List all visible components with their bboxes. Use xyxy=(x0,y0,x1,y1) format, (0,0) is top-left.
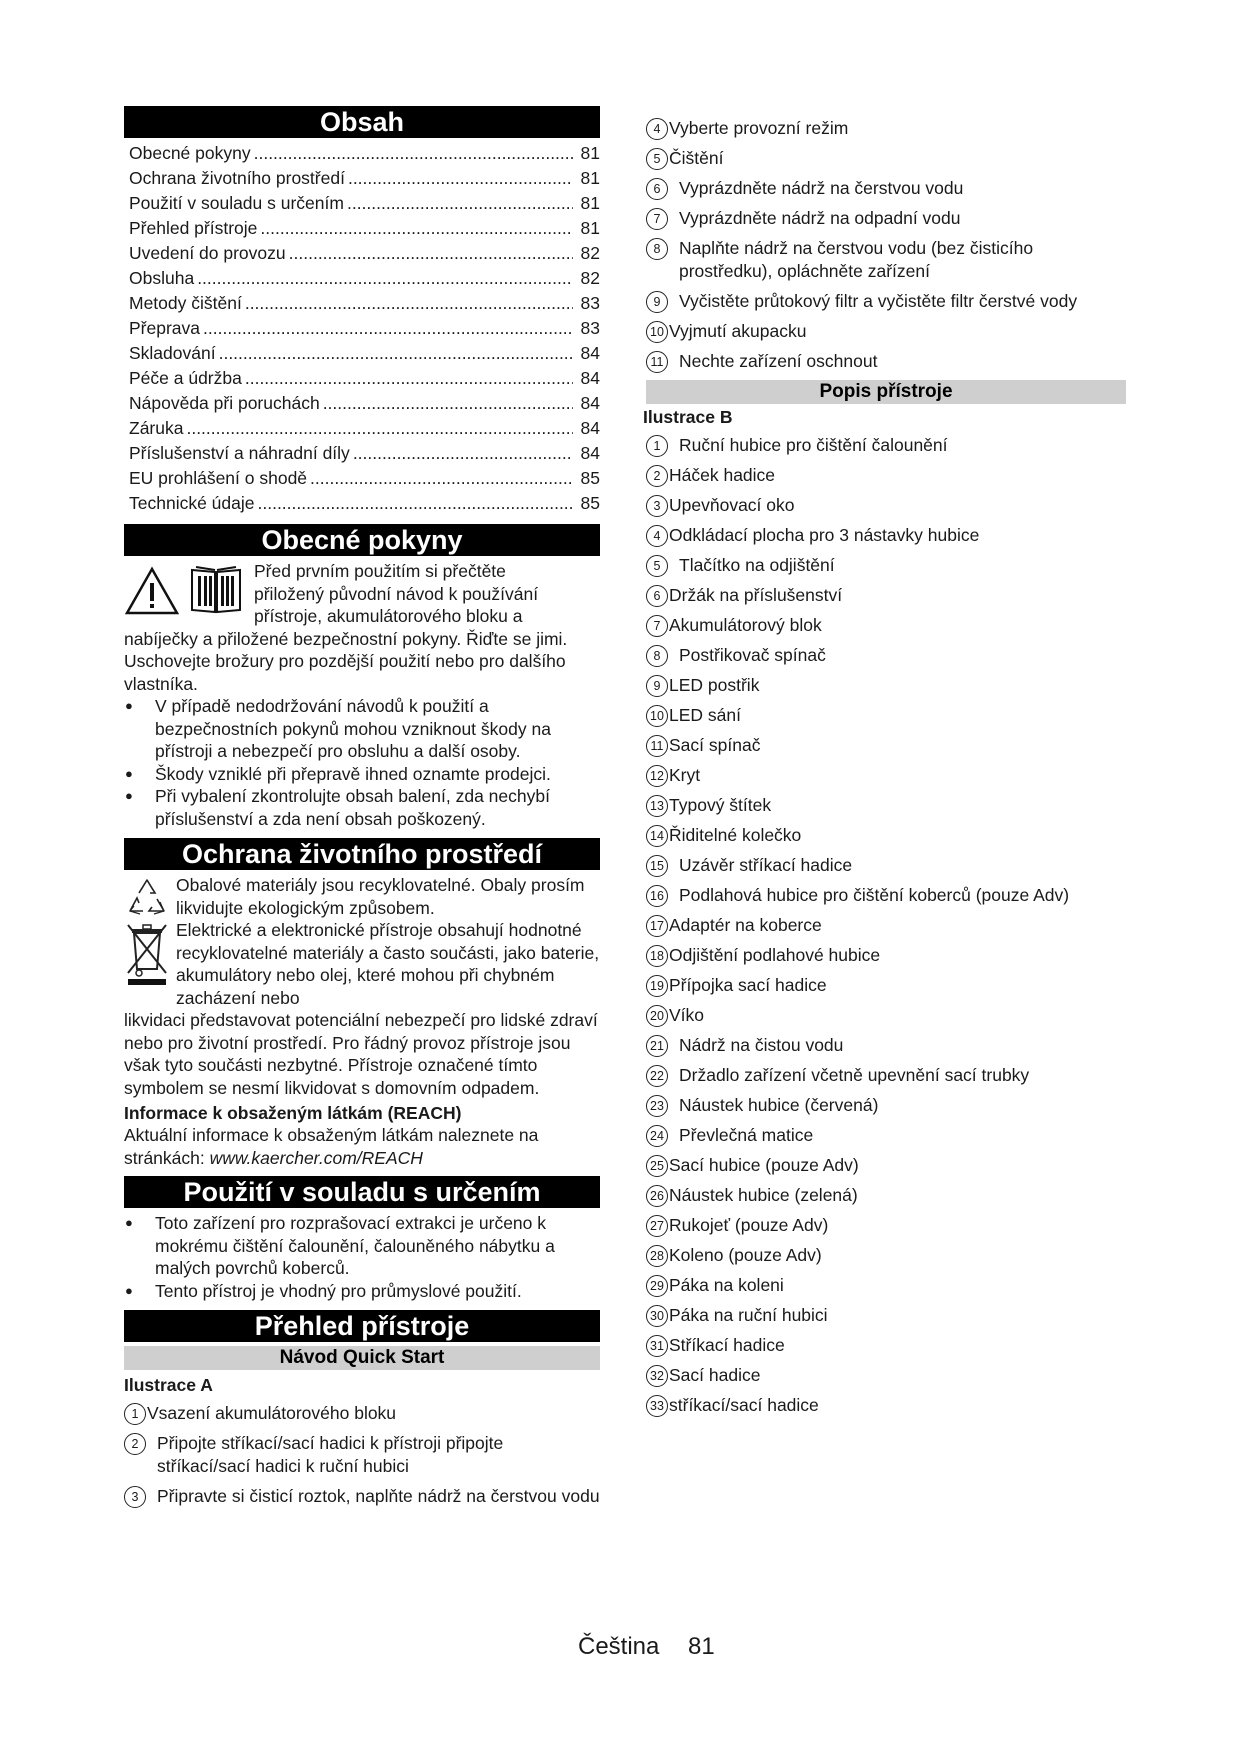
part-item xyxy=(646,464,1126,487)
reach-heading: Informace k obsaženým látkám (REACH) xyxy=(124,1103,462,1123)
part-item-text: Řiditelné kolečko xyxy=(669,825,802,845)
obecne-heading: Obecné pokyny xyxy=(124,524,600,556)
part-item xyxy=(646,764,1126,787)
quickstart-step xyxy=(646,320,1126,343)
number-circle-icon: 22 xyxy=(646,1065,668,1087)
obsah-heading: Obsah xyxy=(124,106,600,138)
weee-block xyxy=(124,919,600,1009)
quickstart-step xyxy=(646,237,1126,283)
recycle-icon xyxy=(124,876,170,918)
toc-entry-page: 81 xyxy=(580,193,600,213)
number-circle-icon: 4 xyxy=(646,118,668,140)
right-column xyxy=(643,117,1126,1424)
part-item-text: Držák na příslušenství xyxy=(669,585,843,605)
obecne-bullet xyxy=(124,785,600,830)
obecne-intro-line-2: přiložený původní návod k používání xyxy=(254,583,539,604)
number-circle-icon: 16 xyxy=(646,885,668,907)
part-item xyxy=(646,1004,1126,1027)
pouziti-bullet xyxy=(124,1280,600,1303)
part-item-text: Odkládací plocha pro 3 nástavky hubice xyxy=(669,525,980,545)
toc-leader-dots xyxy=(254,141,573,166)
number-circle-icon: 5 xyxy=(646,148,668,170)
footer-language: Čeština xyxy=(578,1633,660,1660)
part-item-text: Víko xyxy=(669,1005,705,1025)
number-circle-icon: 6 xyxy=(646,585,668,607)
number-circle-icon: 1 xyxy=(646,435,668,457)
reach-link[interactable]: www.kaercher.com/REACH xyxy=(209,1147,423,1168)
toc-leader-dots xyxy=(245,291,573,316)
part-item-text: Páka na koleni xyxy=(669,1275,784,1295)
part-item-text: Sací hadice xyxy=(669,1365,761,1385)
part-item-text: Náustek hubice (zelená) xyxy=(669,1185,858,1205)
reach-text xyxy=(124,1124,600,1169)
toc-entry[interactable] xyxy=(129,366,600,391)
number-circle-icon: 10 xyxy=(646,321,668,343)
quickstart-step xyxy=(646,290,1126,313)
toc-entry[interactable] xyxy=(129,291,600,316)
weee-text-1: Elektrické a elektronické přístroje obsahují hodnotné recyklovatelné materiály a často součásti, jako baterie, akumulátory nebo olej, které mohou při chybném zacházení nebo xyxy=(176,920,600,1008)
obecne-intro-line-3: přístroje, akumulátorového bloku a xyxy=(254,606,523,626)
part-item-text: stříkací/sací hadice xyxy=(669,1395,819,1415)
part-item-text: Uzávěr stříkací hadice xyxy=(679,855,853,875)
toc-entry[interactable] xyxy=(129,166,600,191)
toc-entry-label: Přehled přístroje xyxy=(129,218,258,238)
quickstart-step-text: Čištění xyxy=(669,148,724,168)
quickstart-step xyxy=(124,1485,600,1508)
part-item xyxy=(646,914,1126,937)
part-item-text: Rukojeť (pouze Adv) xyxy=(669,1215,829,1235)
quickstart-step-text: Vyprázdněte nádrž na odpadní vodu xyxy=(679,208,961,228)
number-circle-icon: 19 xyxy=(646,975,668,997)
toc-leader-dots xyxy=(289,241,573,266)
part-item xyxy=(646,794,1126,817)
manual-book-icon xyxy=(188,562,244,616)
quickstart-step-text: Vyberte provozní režim xyxy=(669,118,849,138)
number-circle-icon: 11 xyxy=(646,351,668,373)
part-item-text: Akumulátorový blok xyxy=(669,615,822,635)
toc-entry[interactable] xyxy=(129,491,600,516)
number-circle-icon: 2 xyxy=(124,1433,146,1455)
part-item xyxy=(646,1094,1126,1117)
toc-entry-label: Použití v souladu s určením xyxy=(129,193,344,213)
number-circle-icon: 1 xyxy=(124,1403,146,1425)
toc-leader-dots xyxy=(323,391,573,416)
quickstart-steps-continued xyxy=(646,117,1126,373)
toc-entry-label: Technické údaje xyxy=(129,493,255,513)
quickstart-step-text: Naplňte nádrž na čerstvou vodu (bez čisticího prostředku), opláchněte zařízení xyxy=(679,238,1034,281)
prehled-heading: Přehled přístroje xyxy=(124,1310,600,1342)
part-item-text: Typový štítek xyxy=(669,795,772,815)
part-item xyxy=(646,1154,1126,1177)
part-item-text: Tlačítko na odjištění xyxy=(679,555,835,575)
ochrana-heading: Ochrana životního prostředí xyxy=(124,838,600,870)
toc-entry[interactable] xyxy=(129,416,600,441)
bullet-dot-icon: ● xyxy=(125,788,133,803)
toc-entry[interactable] xyxy=(129,241,600,266)
number-circle-icon: 27 xyxy=(646,1215,668,1237)
toc-entry-label: Ochrana životního prostředí xyxy=(129,168,345,188)
number-circle-icon: 2 xyxy=(646,465,668,487)
part-item xyxy=(646,1334,1126,1357)
toc-entry-page: 81 xyxy=(580,143,600,163)
number-circle-icon: 12 xyxy=(646,765,668,787)
part-item-text: Postřikovač spínač xyxy=(679,645,826,665)
left-column xyxy=(124,106,600,1515)
page-footer xyxy=(578,1633,715,1661)
toc-entry-page: 83 xyxy=(580,318,600,338)
quickstart-step xyxy=(124,1402,600,1425)
toc-entry[interactable] xyxy=(129,391,600,416)
part-item-text: LED sání xyxy=(669,705,741,725)
number-circle-icon: 24 xyxy=(646,1125,668,1147)
toc-entry[interactable] xyxy=(129,191,600,216)
obecne-bullet xyxy=(124,763,600,786)
toc-entry-label: Uvedení do provozu xyxy=(129,243,286,263)
number-circle-icon: 5 xyxy=(646,555,668,577)
pouziti-bullet-list xyxy=(124,1212,600,1302)
number-circle-icon: 20 xyxy=(646,1005,668,1027)
obecne-intro-line-4: nabíječky a přiložené bezpečnostní pokyny. Řiďte se jimi. xyxy=(124,628,568,649)
part-item xyxy=(646,854,1126,877)
bullet-dot-icon: ● xyxy=(125,765,133,781)
number-circle-icon: 30 xyxy=(646,1305,668,1327)
part-item xyxy=(646,1364,1126,1387)
toc-entry-page: 84 xyxy=(580,368,600,388)
number-circle-icon: 32 xyxy=(646,1365,668,1387)
ilustrace-b-label: Ilustrace B xyxy=(643,407,733,427)
part-item-text: Koleno (pouze Adv) xyxy=(669,1245,822,1265)
table-of-contents xyxy=(124,141,600,516)
quickstart-step xyxy=(646,117,1126,140)
number-circle-icon: 31 xyxy=(646,1335,668,1357)
footer-page-number: 81 xyxy=(688,1633,715,1660)
part-item xyxy=(646,1304,1126,1327)
quickstart-step-text: Vsazení akumulátorového bloku xyxy=(147,1403,397,1423)
toc-leader-dots xyxy=(258,491,574,516)
number-circle-icon: 28 xyxy=(646,1245,668,1267)
part-item xyxy=(646,1394,1126,1417)
quickstart-step-text: Vyprázdněte nádrž na čerstvou vodu xyxy=(679,178,964,198)
part-item xyxy=(646,974,1126,997)
quickstart-step-text: Připravte si čisticí roztok, naplňte nádrž na čerstvou vodu xyxy=(157,1486,600,1506)
obecne-intro-line-1: Před prvním použitím si přečtěte xyxy=(254,561,506,581)
part-item-text: LED postřik xyxy=(669,675,760,695)
part-item xyxy=(646,644,1126,667)
number-circle-icon: 29 xyxy=(646,1275,668,1297)
toc-entry-page: 81 xyxy=(580,168,600,188)
quickstart-step xyxy=(646,207,1126,230)
parts-list xyxy=(646,434,1126,1417)
number-circle-icon: 21 xyxy=(646,1035,668,1057)
quickstart-step-text: Nechte zařízení oschnout xyxy=(679,351,878,371)
toc-entry-label: Péče a údržba xyxy=(129,368,242,388)
number-circle-icon: 4 xyxy=(646,525,668,547)
number-circle-icon: 11 xyxy=(646,735,668,757)
toc-entry[interactable] xyxy=(129,316,600,341)
ilustrace-a-label: Ilustrace A xyxy=(124,1375,213,1395)
toc-entry-label: Nápověda při poruchách xyxy=(129,393,320,413)
part-item-text: Háček hadice xyxy=(669,465,776,485)
toc-entry-page: 84 xyxy=(580,343,600,363)
obecne-bullet xyxy=(124,695,600,763)
obecne-bullet-text: Při vybalení zkontrolujte obsah balení, zda nechybí příslušenství a zda není obsah poškozený. xyxy=(155,786,550,829)
number-circle-icon: 3 xyxy=(124,1486,146,1508)
warning-triangle-icon xyxy=(124,566,180,616)
toc-leader-dots xyxy=(353,441,573,466)
number-circle-icon: 6 xyxy=(646,178,668,200)
quickstart-step xyxy=(646,350,1126,373)
toc-entry-page: 84 xyxy=(580,443,600,463)
number-circle-icon: 8 xyxy=(646,238,668,260)
quickstart-step-text: Vyčistěte průtokový filtr a vyčistěte filtr čerstvé vody xyxy=(679,291,1078,311)
number-circle-icon: 17 xyxy=(646,915,668,937)
number-circle-icon: 25 xyxy=(646,1155,668,1177)
toc-entry-page: 81 xyxy=(580,218,600,238)
toc-entry-label: Skladování xyxy=(129,343,216,363)
number-circle-icon: 9 xyxy=(646,675,668,697)
part-item xyxy=(646,1184,1126,1207)
part-item xyxy=(646,704,1126,727)
quickstart-step-text: Vyjmutí akupacku xyxy=(669,321,807,341)
toc-leader-dots xyxy=(245,366,573,391)
toc-entry-label: Záruka xyxy=(129,418,184,438)
toc-entry-label: EU prohlášení o shodě xyxy=(129,468,308,488)
obecne-keep-text: Uschovejte brožury pro pozdější použití nebo pro dalšího vlastníka. xyxy=(124,651,566,694)
pouziti-heading: Použití v souladu s určením xyxy=(124,1176,600,1208)
toc-entry-page: 82 xyxy=(580,268,600,288)
bullet-dot-icon: ● xyxy=(125,1282,133,1298)
weee-text-2: likvidaci představovat potenciální nebezpečí pro lidské zdraví nebo pro životní prostředí. Pro řádný provoz přístroje jsou však tyto součásti nezbytné. Přístroje označené tímto symbolem se nesmí likvidovat s domovním odpadem. xyxy=(124,1010,598,1098)
toc-entry[interactable] xyxy=(129,141,600,166)
part-item-text: Páka na ruční hubici xyxy=(669,1305,828,1325)
number-circle-icon: 8 xyxy=(646,645,668,667)
part-item-text: Náustek hubice (červená) xyxy=(679,1095,879,1115)
part-item xyxy=(646,1034,1126,1057)
number-circle-icon: 10 xyxy=(646,705,668,727)
obecne-bullet-text: Škody vzniklé při přepravě ihned oznamte prodejci. xyxy=(155,763,551,784)
crossed-bin-icon xyxy=(124,921,170,987)
number-circle-icon: 33 xyxy=(646,1395,668,1417)
part-item xyxy=(646,1064,1126,1087)
part-item xyxy=(646,524,1126,547)
part-item-text: Převlečná matice xyxy=(679,1125,814,1145)
popis-heading: Popis přístroje xyxy=(646,380,1126,404)
toc-entry-label: Obsluha xyxy=(129,268,195,288)
toc-entry[interactable] xyxy=(129,266,600,291)
part-item xyxy=(646,824,1126,847)
part-item xyxy=(646,434,1126,457)
part-item-text: Podlahová hubice pro čištění koberců (pouze Adv) xyxy=(679,885,1070,905)
toc-entry-label: Přeprava xyxy=(129,318,201,338)
warning-block xyxy=(124,560,600,628)
obecne-bullet-list xyxy=(124,695,600,830)
part-item xyxy=(646,884,1126,907)
part-item-text: Ruční hubice pro čištění čalounění xyxy=(679,435,948,455)
toc-entry-page: 82 xyxy=(580,243,600,263)
part-item-text: Adaptér na koberce xyxy=(669,915,822,935)
number-circle-icon: 26 xyxy=(646,1185,668,1207)
number-circle-icon: 3 xyxy=(646,495,668,517)
pouziti-bullet-text: Toto zařízení pro rozprašovací extrakci je určeno k mokrému čištění čalounění, čalouněného nábytku a malých povrchů koberců. xyxy=(155,1213,555,1278)
pouziti-bullet xyxy=(124,1212,600,1280)
toc-entry-label: Příslušenství a náhradní díly xyxy=(129,443,350,463)
toc-entry-page: 85 xyxy=(580,468,600,488)
toc-entry[interactable] xyxy=(129,466,600,491)
part-item xyxy=(646,1214,1126,1237)
toc-entry-page: 84 xyxy=(580,393,600,413)
part-item xyxy=(646,614,1126,637)
part-item xyxy=(646,584,1126,607)
reach-description: Aktuální informace k obsaženým látkám naleznete na stránkách: xyxy=(124,1125,539,1168)
part-item xyxy=(646,1124,1126,1147)
recycle-text: Obalové materiály jsou recyklovatelné. Obaly prosím likvidujte ekologickým způsobem. xyxy=(176,875,585,918)
quickstart-heading: Návod Quick Start xyxy=(124,1346,600,1370)
toc-entry-page: 85 xyxy=(580,493,600,513)
number-circle-icon: 7 xyxy=(646,615,668,637)
quickstart-step xyxy=(646,177,1126,200)
toc-entry[interactable] xyxy=(129,216,600,241)
toc-entry-label: Metody čištění xyxy=(129,293,242,313)
obecne-bullet-text: V případě nedodržování návodů k použití a bezpečnostních pokynů mohou vzniknout škody na přístroji a nebezpečí pro obsluhu a další osoby. xyxy=(155,696,551,761)
toc-leader-dots xyxy=(310,466,573,491)
part-item xyxy=(646,554,1126,577)
toc-leader-dots xyxy=(197,266,573,291)
part-item-text: Odjištění podlahové hubice xyxy=(669,945,881,965)
number-circle-icon: 13 xyxy=(646,795,668,817)
number-circle-icon: 7 xyxy=(646,208,668,230)
part-item-text: Sací hubice (pouze Adv) xyxy=(669,1155,859,1175)
toc-leader-dots xyxy=(219,341,573,366)
toc-leader-dots xyxy=(347,191,573,216)
toc-leader-dots xyxy=(260,216,573,241)
toc-leader-dots xyxy=(203,316,573,341)
part-item-text: Nádrž na čistou vodu xyxy=(679,1035,844,1055)
bullet-dot-icon: ● xyxy=(125,1215,133,1230)
part-item xyxy=(646,494,1126,517)
toc-entry[interactable] xyxy=(129,341,600,366)
quickstart-steps xyxy=(124,1402,600,1508)
toc-entry-page: 84 xyxy=(580,418,600,438)
part-item-text: Kryt xyxy=(669,765,701,785)
part-item xyxy=(646,734,1126,757)
pouziti-bullet-text: Tento přístroj je vhodný pro průmyslové použití. xyxy=(155,1280,522,1301)
part-item-text: Držadlo zařízení včetně upevnění sací trubky xyxy=(679,1065,1030,1085)
number-circle-icon: 23 xyxy=(646,1095,668,1117)
quickstart-step xyxy=(646,147,1126,170)
number-circle-icon: 18 xyxy=(646,945,668,967)
part-item-text: Přípojka sací hadice xyxy=(669,975,827,995)
toc-entry[interactable] xyxy=(129,441,600,466)
part-item xyxy=(646,1244,1126,1267)
bullet-dot-icon: ● xyxy=(125,698,133,713)
quickstart-step-text: Připojte stříkací/sací hadici k přístroji připojte stříkací/sací hadici k ruční hubici xyxy=(157,1433,504,1476)
toc-entry-page: 83 xyxy=(580,293,600,313)
toc-leader-dots xyxy=(348,166,573,191)
part-item-text: Sací spínač xyxy=(669,735,761,755)
toc-entry-label: Obecné pokyny xyxy=(129,143,251,163)
part-item xyxy=(646,674,1126,697)
part-item xyxy=(646,944,1126,967)
part-item-text: Upevňovací oko xyxy=(669,495,795,515)
part-item-text: Stříkací hadice xyxy=(669,1335,785,1355)
quickstart-step xyxy=(124,1432,600,1478)
number-circle-icon: 15 xyxy=(646,855,668,877)
part-item xyxy=(646,1274,1126,1297)
recycle-block xyxy=(124,874,600,919)
number-circle-icon: 9 xyxy=(646,291,668,313)
number-circle-icon: 14 xyxy=(646,825,668,847)
toc-leader-dots xyxy=(186,416,573,441)
